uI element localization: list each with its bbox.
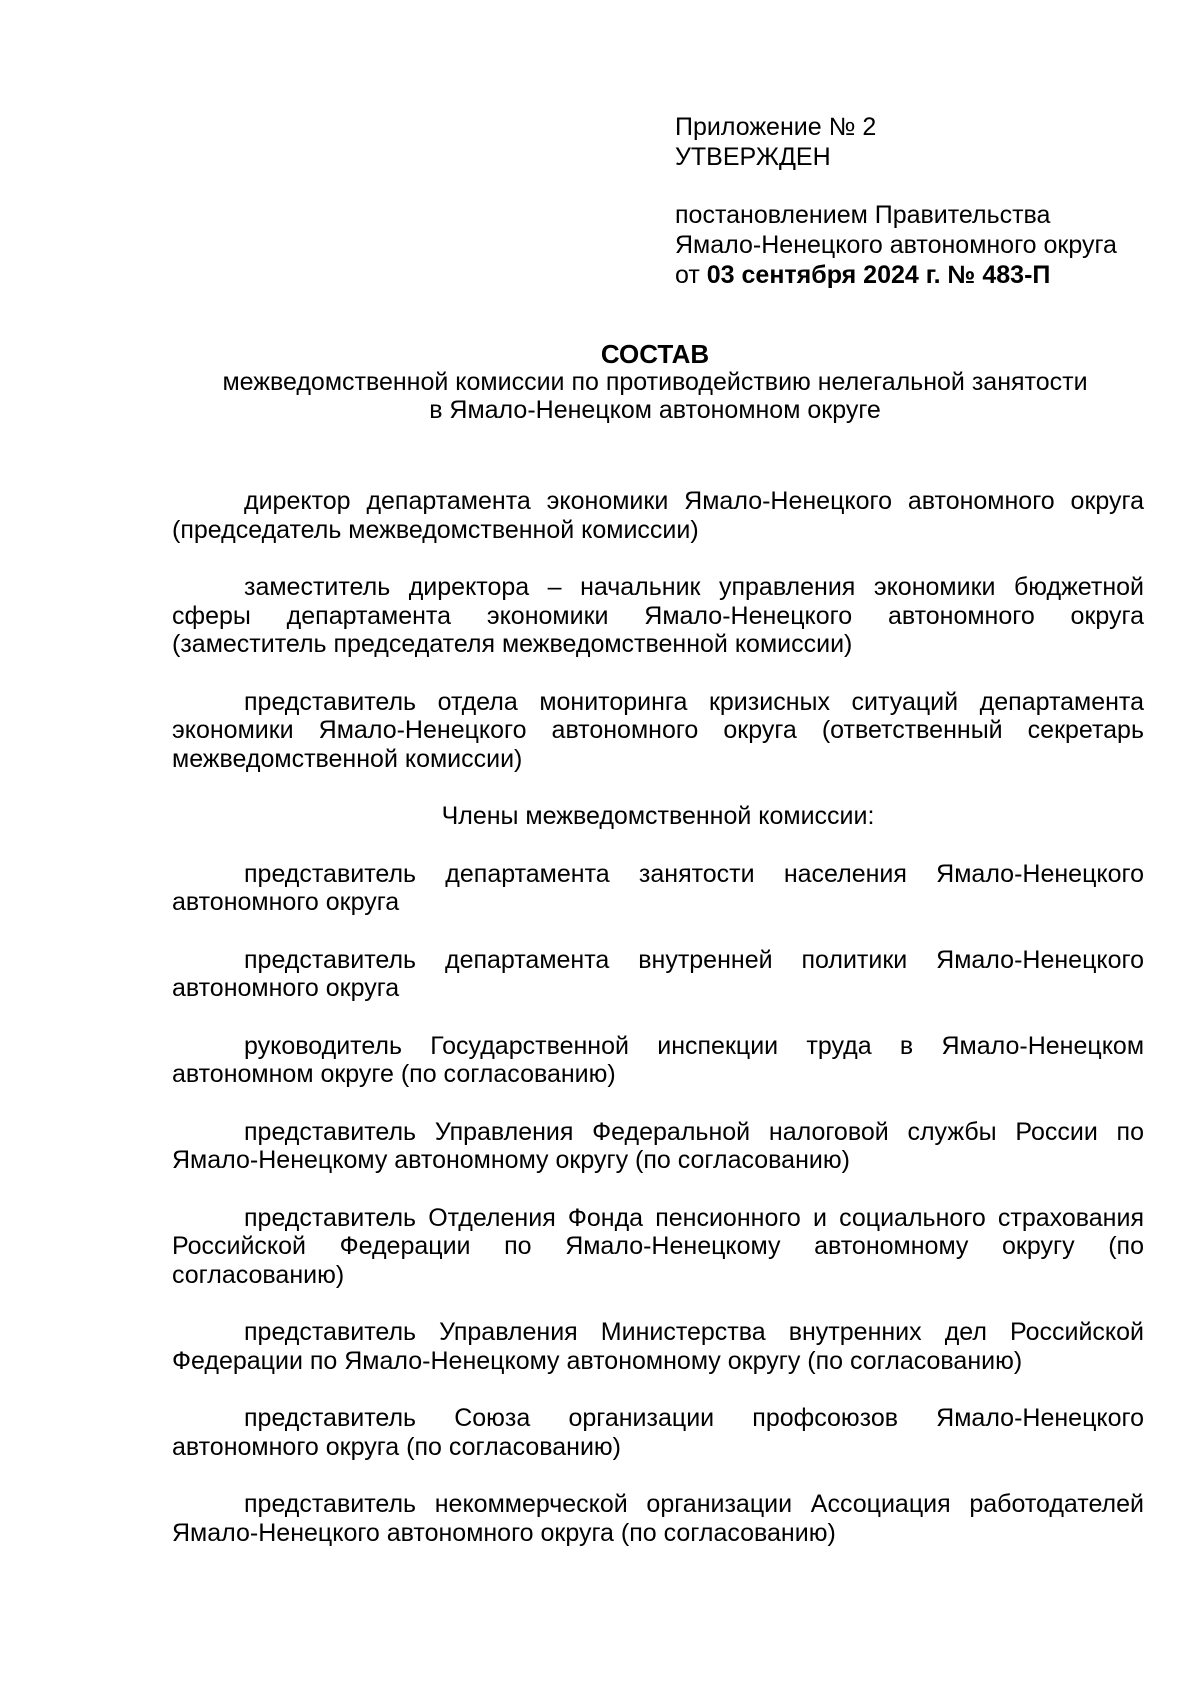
resolution-date-line — [675, 260, 1155, 290]
resolution-line-1: постановлением Правительства — [675, 201, 1051, 229]
commission-composition — [172, 487, 1144, 1576]
leadership-item: заместитель директора – начальник управления экономики бюджетной сферы департамента экономики Ямало-Ненецкого автономного округа (заместитель председателя межведомственной комиссии) — [172, 573, 1144, 658]
appendix-number: Приложение № 2 — [675, 113, 877, 141]
approved-label: УТВЕРЖДЕН — [675, 143, 831, 171]
title-main: СОСТАВ — [600, 339, 710, 369]
member-item: представитель департамента занятости населения Ямало-Ненецкого автономного округа — [172, 859, 1144, 916]
title-line-1: межведомственной комиссии по противодействию нелегальной занятости — [222, 368, 1088, 396]
resolution-date-number: 03 сентября 2024 г. № 483-П — [706, 261, 1051, 289]
date-prefix: от — [675, 261, 707, 289]
member-item: представитель некоммерческой организации Ассоциация работодателей Ямало-Ненецкого автономного округа (по согласованию) — [172, 1490, 1144, 1547]
member-item: представитель Управления Министерства внутренних дел Российской Федерации по Ямало-Ненецкому автономному округу (по согласованию) — [172, 1318, 1144, 1375]
member-item: представитель Управления Федеральной налоговой службы России по Ямало-Ненецкому автономному округу (по согласованию) — [172, 1117, 1144, 1174]
document-title — [160, 340, 1150, 424]
title-line-2: в Ямало-Ненецком автономном округе — [429, 396, 881, 424]
member-item: представитель Отделения Фонда пенсионного и социального страхования Российской Федерации по Ямало-Ненецкому автономному округу (по согласованию) — [172, 1203, 1144, 1289]
approval-header — [675, 112, 1155, 290]
member-item: представитель департамента внутренней политики Ямало-Ненецкого автономного округа — [172, 945, 1144, 1002]
members-heading: Члены межведомственной комиссии: — [441, 802, 875, 830]
resolution-line-2: Ямало-Ненецкого автономного округа — [675, 231, 1117, 259]
leadership-item: представитель отдела мониторинга кризисных ситуаций департамента экономики Ямало-Ненецкого автономного округа (ответственный секретарь межведомственной комиссии) — [172, 687, 1144, 773]
leadership-item: директор департамента экономики Ямало-Ненецкого автономного округа (председатель межведомственной комиссии) — [172, 487, 1144, 544]
member-item: руководитель Государственной инспекции труда в Ямало-Ненецком автономном округе (по согласованию) — [172, 1031, 1144, 1088]
header-spacer — [675, 172, 1155, 200]
member-item: представитель Союза организации профсоюзов Ямало-Ненецкого автономного округа (по согласованию) — [172, 1404, 1144, 1461]
